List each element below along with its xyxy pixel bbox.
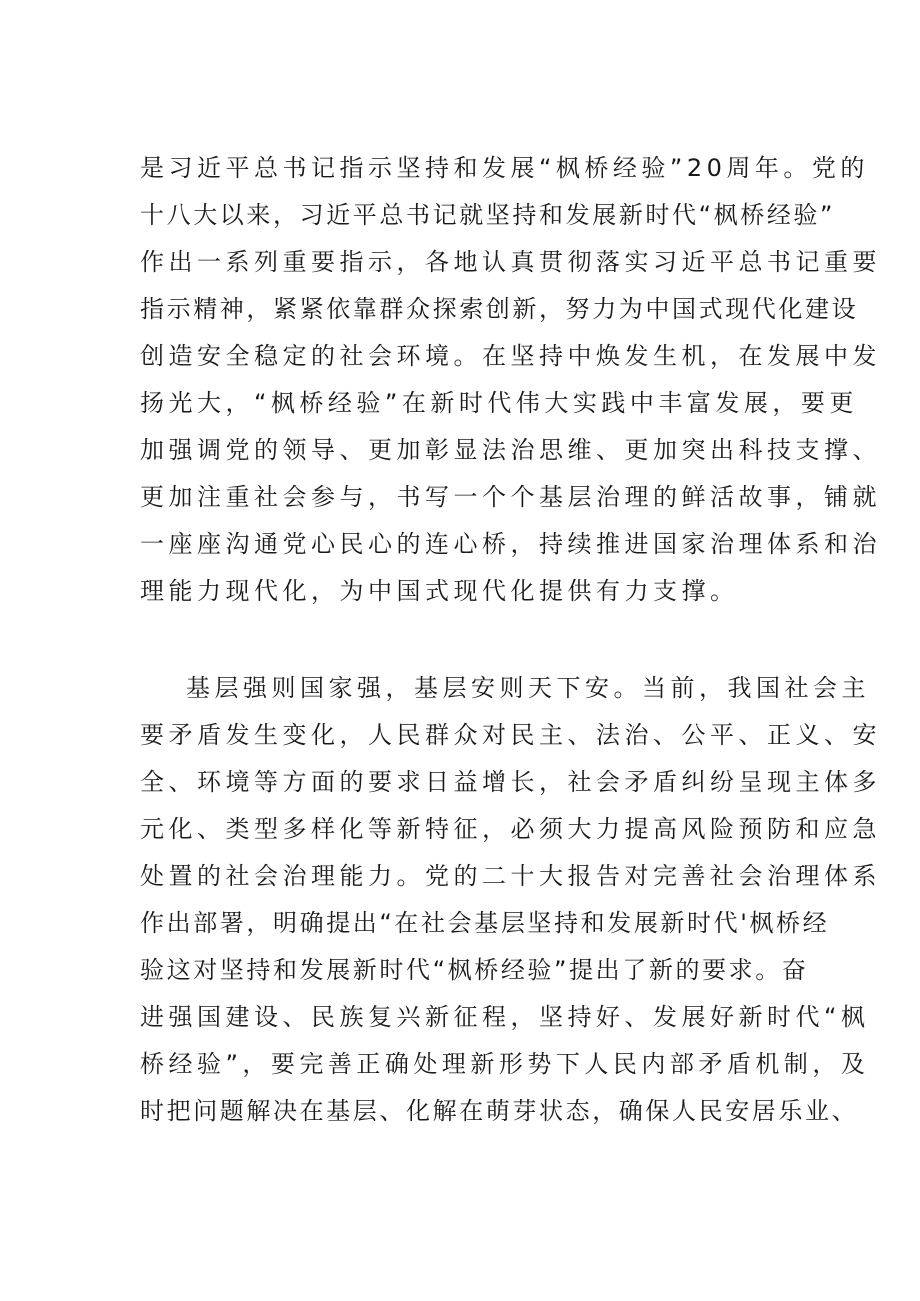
text-line: 作出一系列重要指示，各地认真贯彻落实习近平总书记重要 (140, 248, 881, 276)
text-line: 元化、类型多样化等新特征，必须大力提高风险预防和应急 (140, 815, 881, 843)
text-line: 进强国建设、民族复兴新征程，坚持好、发展好新时代“枫 (140, 1003, 870, 1031)
text-line: 桥经验”，要完善正确处理新形势下人民内部矛盾机制，及 (140, 1050, 870, 1078)
text-line: 更加注重社会参与，书写一个个基层治理的鲜活故事，铺就 (140, 483, 881, 511)
text-line: 一座座沟通党心民心的连心桥，持续推进国家治理体系和治 (140, 530, 881, 558)
text-line: 理能力现代化，为中国式现代化提供有力支撑。 (140, 577, 739, 605)
text-line: 基层强则国家强，基层安则天下安。当前，我国社会主 (186, 674, 870, 702)
text-line: 时把问题解决在基层、化解在萌芽状态，确保人民安居乐业、 (140, 1097, 859, 1125)
text-line: 扬光大，“枫桥经验”在新时代伟大实践中丰富发展，要更 (140, 389, 858, 417)
text-line: 是习近平总书记指示坚持和发展“枫桥经验”20周年。党的 (140, 154, 869, 182)
text-line: 验这对坚持和发展新时代“枫桥经验”提出了新的要求。奋 (140, 956, 809, 984)
text-line: 十八大以来，习近平总书记就坚持和发展新时代“枫桥经验” (140, 201, 836, 229)
text-line: 作出部署，明确提出“在社会基层坚持和发展新时代'枫桥经 (140, 909, 830, 937)
text-line: 指示精神，紧紧依靠群众探索创新，努力为中国式现代化建设 (140, 295, 859, 323)
text-line: 处置的社会治理能力。党的二十大报告对完善社会治理体系 (140, 862, 881, 890)
text-line: 加强调党的领导、更加彰显法治思维、更加突出科技支撑、 (140, 436, 881, 464)
text-line: 要矛盾发生变化，人民群众对民主、法治、公平、正义、安 (140, 721, 881, 749)
text-line: 全、环境等方面的要求日益增长，社会矛盾纠纷呈现主体多 (140, 768, 881, 796)
text-line: 创造安全稳定的社会环境。在坚持中焕发生机，在发展中发 (140, 342, 881, 370)
